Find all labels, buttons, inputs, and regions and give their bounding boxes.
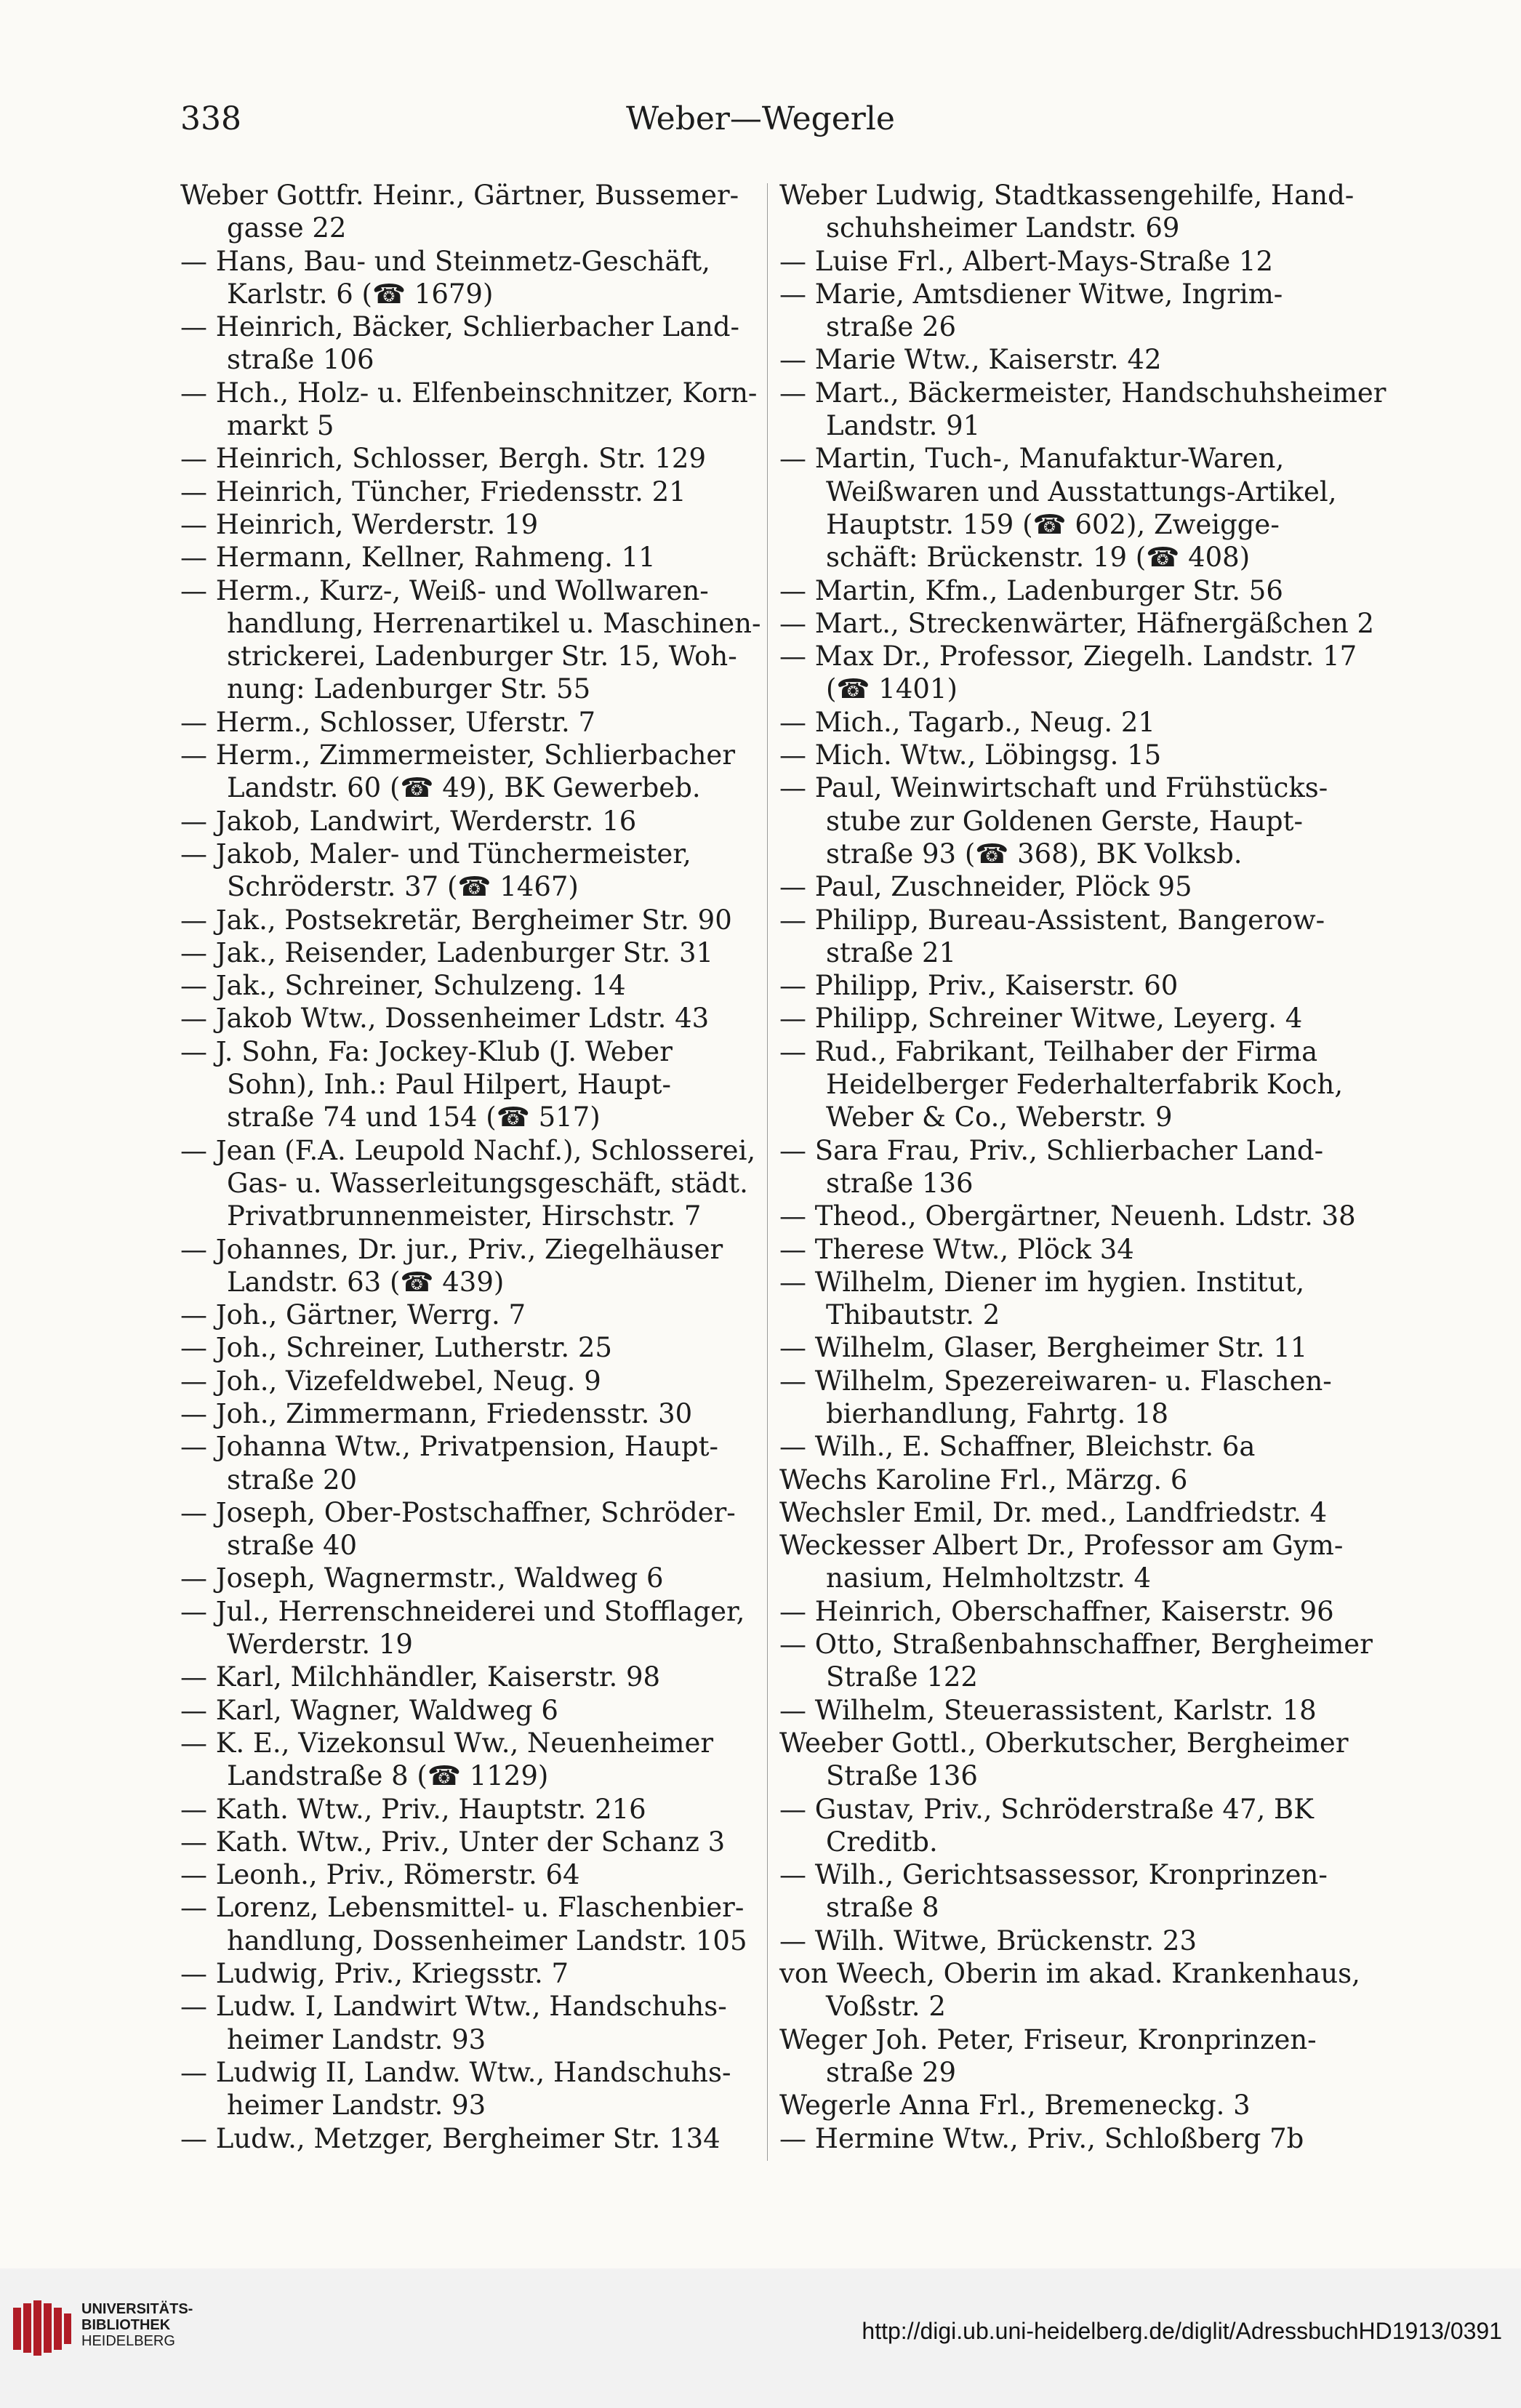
entry-line: — Ludw. I, Landwirt Wtw., Handschuhs- <box>180 1991 727 2023</box>
directory-entry <box>779 771 1376 870</box>
entry-line: straße 136 <box>826 1167 974 1199</box>
entry-line: — Hermine Wtw., Priv., Schloßberg 7b <box>779 2122 1304 2154</box>
entry-line: — Mich. Wtw., Löbingsg. 15 <box>779 739 1162 771</box>
entry-line: Schröderstr. 37 (☎ 1467) <box>227 871 579 903</box>
column-divider <box>767 183 768 2161</box>
entry-line: Landstraße 8 (☎ 1129) <box>227 1760 549 1792</box>
directory-entry <box>180 838 755 904</box>
library-name-line: UNIVERSITÄTS- <box>81 2301 193 2317</box>
entry-line: — Herm., Kurz-, Weiß- und Wollwaren- <box>180 574 709 606</box>
directory-entry <box>180 904 755 936</box>
directory-entry <box>779 870 1376 903</box>
entry-line: — J. Sohn, Fa: Jockey-Klub (J. Weber <box>180 1035 673 1067</box>
directory-entry <box>779 2023 1376 2090</box>
entry-line: — Ludwig II, Landw. Wtw., Handschuhs- <box>180 2056 731 2088</box>
entry-line: — Philipp, Priv., Kaiserstr. 60 <box>779 970 1179 1002</box>
right-column <box>779 179 1386 2155</box>
entry-line: — Joh., Gärtner, Werrg. 7 <box>180 1299 526 1331</box>
entry-line: — Therese Wtw., Plöck 34 <box>779 1233 1134 1265</box>
directory-entry <box>779 739 1376 771</box>
directory-entry <box>779 1134 1376 1200</box>
entry-line: Thibautstr. 2 <box>826 1299 1000 1331</box>
entry-line: handlung, Herrenartikel u. Maschinen- <box>227 607 761 639</box>
entry-line: — Jakob, Landwirt, Werderstr. 16 <box>180 805 637 837</box>
directory-entry <box>779 2122 1376 2155</box>
directory-entry <box>180 1496 755 1562</box>
entry-line: — Karl, Milchhändler, Kaiserstr. 98 <box>180 1661 661 1693</box>
entry-line: — Wilhelm, Diener im hygien. Institut, <box>779 1266 1305 1298</box>
entry-line: — Joseph, Wagnermstr., Waldweg 6 <box>180 1562 664 1594</box>
directory-entry <box>779 706 1376 739</box>
entry-line: — Lorenz, Lebensmittel- u. Flaschenbier- <box>180 1892 745 1924</box>
directory-entry <box>180 936 755 969</box>
entry-line: — Ludw., Metzger, Bergheimer Str. 134 <box>180 2122 721 2154</box>
directory-entry <box>180 1299 755 1331</box>
entry-line: — Joh., Vizefeldwebel, Neug. 9 <box>180 1365 601 1397</box>
directory-entry <box>779 442 1376 574</box>
left-column <box>180 179 761 2155</box>
directory-entry <box>180 574 761 706</box>
entry-line: — Wilh., Gerichtsassessor, Kronprinzen- <box>779 1859 1328 1891</box>
entry-line: — Heinrich, Werderstr. 19 <box>180 508 539 540</box>
entry-line: Werderstr. 19 <box>227 1629 413 1661</box>
entry-line: — Philipp, Bureau-Assistent, Bangerow- <box>779 904 1325 936</box>
entry-line: handlung, Dossenheimer Landstr. 105 <box>227 1925 747 1956</box>
entry-line: — Mart., Streckenwärter, Häfnergäßchen 2 <box>779 607 1375 639</box>
directory-entry <box>180 179 755 245</box>
directory-entry <box>180 1430 755 1496</box>
entry-line: — Jul., Herrenschneiderei und Stofflager, <box>180 1595 745 1627</box>
entry-line: markt 5 <box>227 410 334 442</box>
entry-line: — Marie, Amtsdiener Witwe, Ingrim- <box>779 278 1283 310</box>
entry-line: Weber Gottfr. Heinr., Gärtner, Bussemer- <box>180 180 739 211</box>
directory-entry <box>779 1331 1376 1364</box>
directory-entry <box>180 739 755 805</box>
entry-line: — Marie Wtw., Kaiserstr. 42 <box>779 344 1162 376</box>
entry-line: — Karl, Wagner, Waldweg 6 <box>180 1694 558 1726</box>
directory-entry <box>779 1694 1376 1727</box>
entry-line: straße 26 <box>826 311 957 343</box>
directory-entry <box>180 1002 755 1035</box>
entry-line: Landstr. 91 <box>826 410 981 442</box>
entry-line: — Wilhelm, Glaser, Bergheimer Str. 11 <box>779 1332 1308 1364</box>
entry-line: — Jak., Reisender, Ladenburger Str. 31 <box>180 936 714 968</box>
entry-line: heimer Landstr. 93 <box>227 2023 486 2055</box>
directory-entry <box>180 1793 755 1826</box>
entry-line: — Rud., Fabrikant, Teilhaber der Firma <box>779 1035 1318 1067</box>
entry-line: — Ludwig, Priv., Kriegsstr. 7 <box>180 1958 569 1990</box>
entry-line: — Jean (F.A. Leupold Nachf.), Schlosserei, <box>180 1134 756 1166</box>
entry-line: — Philipp, Schreiner Witwe, Leyerg. 4 <box>779 1003 1303 1035</box>
entry-line: — Sara Frau, Priv., Schlierbacher Land- <box>779 1134 1324 1166</box>
library-logo-icon <box>12 2297 73 2359</box>
entry-line: straße 8 <box>826 1892 939 1924</box>
entry-line: — Gustav, Priv., Schröderstraße 47, BK <box>779 1793 1314 1825</box>
entry-line: — Luise Frl., Albert-Mays-Straße 12 <box>779 245 1274 277</box>
directory-entry <box>779 1430 1376 1463</box>
entry-line: Weber & Co., Weberstr. 9 <box>826 1101 1173 1133</box>
directory-entry <box>180 310 755 377</box>
entry-line: — Jakob Wtw., Dossenheimer Ldstr. 43 <box>180 1003 710 1035</box>
entry-line: heimer Landstr. 93 <box>227 2090 486 2122</box>
entry-line: gasse 22 <box>227 212 347 244</box>
entry-line: — K. E., Vizekonsul Ww., Neuenheimer <box>180 1727 714 1759</box>
entry-line: straße 20 <box>227 1464 358 1496</box>
directory-entry <box>180 1134 755 1233</box>
directory-entry <box>779 1957 1376 2023</box>
directory-entry <box>779 1595 1376 1628</box>
entry-line: Landstr. 60 (☎ 49), BK Gewerbeb. <box>227 772 701 804</box>
directory-entry <box>180 442 755 475</box>
directory-entry <box>779 1925 1376 1957</box>
directory-entry <box>180 1365 755 1397</box>
directory-entry <box>779 343 1376 376</box>
directory-entry <box>779 2089 1376 2122</box>
entry-line: Voßstr. 2 <box>826 1991 946 2023</box>
directory-entry <box>779 640 1376 706</box>
entry-line: Straße 136 <box>826 1760 978 1792</box>
library-name-line: BIBLIOTHEK <box>81 2317 171 2333</box>
entry-line: Heidelberger Federhalterfabrik Koch, <box>826 1069 1344 1101</box>
entry-line: Weißwaren und Ausstattungs-Artikel, <box>826 475 1337 507</box>
directory-entry <box>180 245 755 311</box>
entry-line: — Heinrich, Tüncher, Friedensstr. 21 <box>180 475 686 507</box>
running-title: Weber—Wegerle <box>626 100 895 137</box>
directory-entry <box>180 1661 755 1693</box>
entry-line: Straße 122 <box>826 1661 978 1693</box>
entry-line: — Wilhelm, Steuerassistent, Karlstr. 18 <box>779 1694 1317 1726</box>
entry-line: — Wilh., E. Schaffner, Bleichstr. 6a <box>779 1431 1256 1463</box>
entry-line: straße 21 <box>826 936 957 968</box>
entry-line: nasium, Helmholtzstr. 4 <box>826 1562 1152 1594</box>
entry-line: — Martin, Kfm., Ladenburger Str. 56 <box>779 574 1283 606</box>
directory-entry <box>180 706 755 739</box>
directory-entry <box>779 179 1376 245</box>
directory-entry <box>180 1727 755 1793</box>
directory-entry <box>779 1233 1376 1266</box>
entry-line: — Max Dr., Professor, Ziegelh. Landstr. 17 <box>779 641 1357 673</box>
directory-entry <box>180 1035 755 1134</box>
entry-line: straße 29 <box>826 2056 957 2088</box>
entry-line: Creditb. <box>826 1826 938 1858</box>
directory-entry <box>180 377 758 443</box>
directory-entry <box>779 1002 1376 1035</box>
directory-entry <box>180 2122 755 2155</box>
directory-entry <box>180 1694 755 1727</box>
directory-entry <box>779 969 1376 1002</box>
entry-line: — Paul, Zuschneider, Plöck 95 <box>779 871 1192 903</box>
entry-line: — Kath. Wtw., Priv., Unter der Schanz 3 <box>180 1826 726 1858</box>
directory-entry <box>180 969 755 1002</box>
directory-entry <box>779 1035 1376 1134</box>
entry-line: — Wilh. Witwe, Brückenstr. 23 <box>779 1925 1197 1956</box>
entry-line: — Herm., Schlosser, Uferstr. 7 <box>180 706 596 738</box>
entry-line: Privatbrunnenmeister, Hirschstr. 7 <box>227 1200 702 1232</box>
entry-line: Weckesser Albert Dr., Professor am Gym- <box>779 1530 1344 1562</box>
entry-line: schuhsheimer Landstr. 69 <box>826 212 1180 244</box>
directory-entry <box>180 1826 755 1858</box>
directory-entry <box>180 1990 755 2056</box>
entry-line: straße 40 <box>227 1530 358 1562</box>
entry-line: — Jak., Postsekretär, Bergheimer Str. 90 <box>180 904 732 936</box>
entry-line: — Martin, Tuch-, Manufaktur-Waren, <box>779 443 1285 475</box>
entry-line: bierhandlung, Fahrtg. 18 <box>826 1397 1169 1429</box>
page-number: 338 <box>180 100 241 137</box>
directory-entry <box>180 1562 755 1594</box>
entry-line: Weber Ludwig, Stadtkassengehilfe, Hand- <box>779 180 1355 211</box>
entry-line: — Joseph, Ober-Postschaffner, Schröder- <box>180 1496 736 1528</box>
entry-line: — Heinrich, Oberschaffner, Kaiserstr. 96 <box>779 1595 1334 1627</box>
entry-line: — Mich., Tagarb., Neug. 21 <box>779 706 1155 738</box>
entry-line: — Heinrich, Schlosser, Bergh. Str. 129 <box>180 443 706 475</box>
directory-entry <box>779 1628 1376 1694</box>
entry-line: Weeber Gottl., Oberkutscher, Bergheimer <box>779 1727 1349 1759</box>
directory-entry <box>180 1331 755 1364</box>
entry-line: Wechsler Emil, Dr. med., Landfriedstr. 4 <box>779 1496 1328 1528</box>
entry-line: — Otto, Straßenbahnschaffner, Bergheimer <box>779 1629 1373 1661</box>
library-name-line: HEIDELBERG <box>81 2333 175 2349</box>
entry-line: Hauptstr. 159 (☎ 602), Zweigge- <box>826 508 1280 540</box>
entry-line: — Johanna Wtw., Privatpension, Haupt- <box>180 1431 719 1463</box>
entry-line: — Paul, Weinwirtschaft und Frühstücks- <box>779 772 1328 804</box>
directory-entry <box>779 1200 1376 1232</box>
directory-entry <box>180 1595 755 1661</box>
directory-entry <box>180 1858 755 1891</box>
entry-line: — Herm., Zimmermeister, Schlierbacher <box>180 739 736 771</box>
entry-line: — Kath. Wtw., Priv., Hauptstr. 216 <box>180 1793 646 1825</box>
entry-line: — Johannes, Dr. jur., Priv., Ziegelhäuser <box>180 1233 723 1265</box>
directory-entry <box>779 904 1376 970</box>
directory-entry <box>779 1793 1376 1859</box>
entry-line: — Hch., Holz- u. Elfenbeinschnitzer, Korn- <box>180 377 758 409</box>
entry-line: strickerei, Ladenburger Str. 15, Woh- <box>227 641 737 673</box>
directory-entry <box>779 1266 1376 1332</box>
entry-line: straße 106 <box>227 344 374 376</box>
directory-entry <box>180 1957 755 1990</box>
directory-entry <box>779 245 1376 278</box>
entry-line: von Weech, Oberin im akad. Krankenhaus, <box>779 1958 1360 1990</box>
directory-entry <box>779 1529 1376 1595</box>
entry-line: — Joh., Zimmermann, Friedensstr. 30 <box>180 1397 693 1429</box>
entry-line: nung: Ladenburger Str. 55 <box>227 673 591 705</box>
directory-entry <box>779 278 1376 344</box>
entry-line: — Hermann, Kellner, Rahmeng. 11 <box>180 542 656 574</box>
entry-line: straße 93 (☎ 368), BK Volksb. <box>826 838 1243 870</box>
entry-line: Weger Joh. Peter, Friseur, Kronprinzen- <box>779 2023 1317 2055</box>
entry-line: schäft: Brückenstr. 19 (☎ 408) <box>826 542 1251 574</box>
directory-entry <box>180 475 755 508</box>
entry-line: — Heinrich, Bäcker, Schlierbacher Land- <box>180 311 740 343</box>
entry-line: — Leonh., Priv., Römerstr. 64 <box>180 1859 580 1891</box>
directory-entry <box>779 574 1376 607</box>
entry-line: Sohn), Inh.: Paul Hilpert, Haupt- <box>227 1069 672 1101</box>
directory-entry <box>779 377 1386 443</box>
directory-entry <box>180 1891 755 1957</box>
entry-line: — Mart., Bäckermeister, Handschuhsheimer <box>779 377 1386 409</box>
entry-line: — Jakob, Maler- und Tünchermeister, <box>180 838 691 870</box>
directory-entry <box>779 1464 1376 1496</box>
entry-line: Landstr. 63 (☎ 439) <box>227 1266 505 1298</box>
entry-line: — Hans, Bau- und Steinmetz-Geschäft, <box>180 245 710 277</box>
directory-entry <box>779 1496 1376 1529</box>
directory-entry <box>180 541 755 574</box>
entry-line: stube zur Goldenen Gerste, Haupt- <box>826 805 1303 837</box>
directory-entry <box>180 508 755 541</box>
directory-entry <box>779 1727 1376 1793</box>
entry-line: — Theod., Obergärtner, Neuenh. Ldstr. 38 <box>779 1200 1356 1232</box>
directory-entry <box>180 1397 755 1430</box>
entry-line: Gas- u. Wasserleitungsgeschäft, städt. <box>227 1167 748 1199</box>
directory-entry <box>779 607 1376 640</box>
directory-entry <box>180 805 755 838</box>
library-name <box>81 2301 193 2349</box>
entry-line: — Wilhelm, Spezereiwaren- u. Flaschen- <box>779 1365 1332 1397</box>
entry-line: — Jak., Schreiner, Schulzeng. 14 <box>180 970 626 1002</box>
entry-line: Karlstr. 6 (☎ 1679) <box>227 278 494 310</box>
entry-line: straße 74 und 154 (☎ 517) <box>227 1101 601 1133</box>
directory-entry <box>779 1365 1376 1431</box>
directory-entry <box>779 1858 1376 1925</box>
entry-line: Wegerle Anna Frl., Bremeneckg. 3 <box>779 2090 1251 2122</box>
directory-entry <box>180 2056 755 2122</box>
source-url-link[interactable]: http://digi.ub.uni-heidelberg.de/diglit/AdressbuchHD1913/0391 <box>862 2318 1502 2344</box>
entry-line: — Joh., Schreiner, Lutherstr. 25 <box>180 1332 612 1364</box>
entry-line: Wechs Karoline Frl., Märzg. 6 <box>779 1464 1188 1496</box>
directory-entry <box>180 1233 755 1299</box>
entry-line: (☎ 1401) <box>826 673 958 705</box>
